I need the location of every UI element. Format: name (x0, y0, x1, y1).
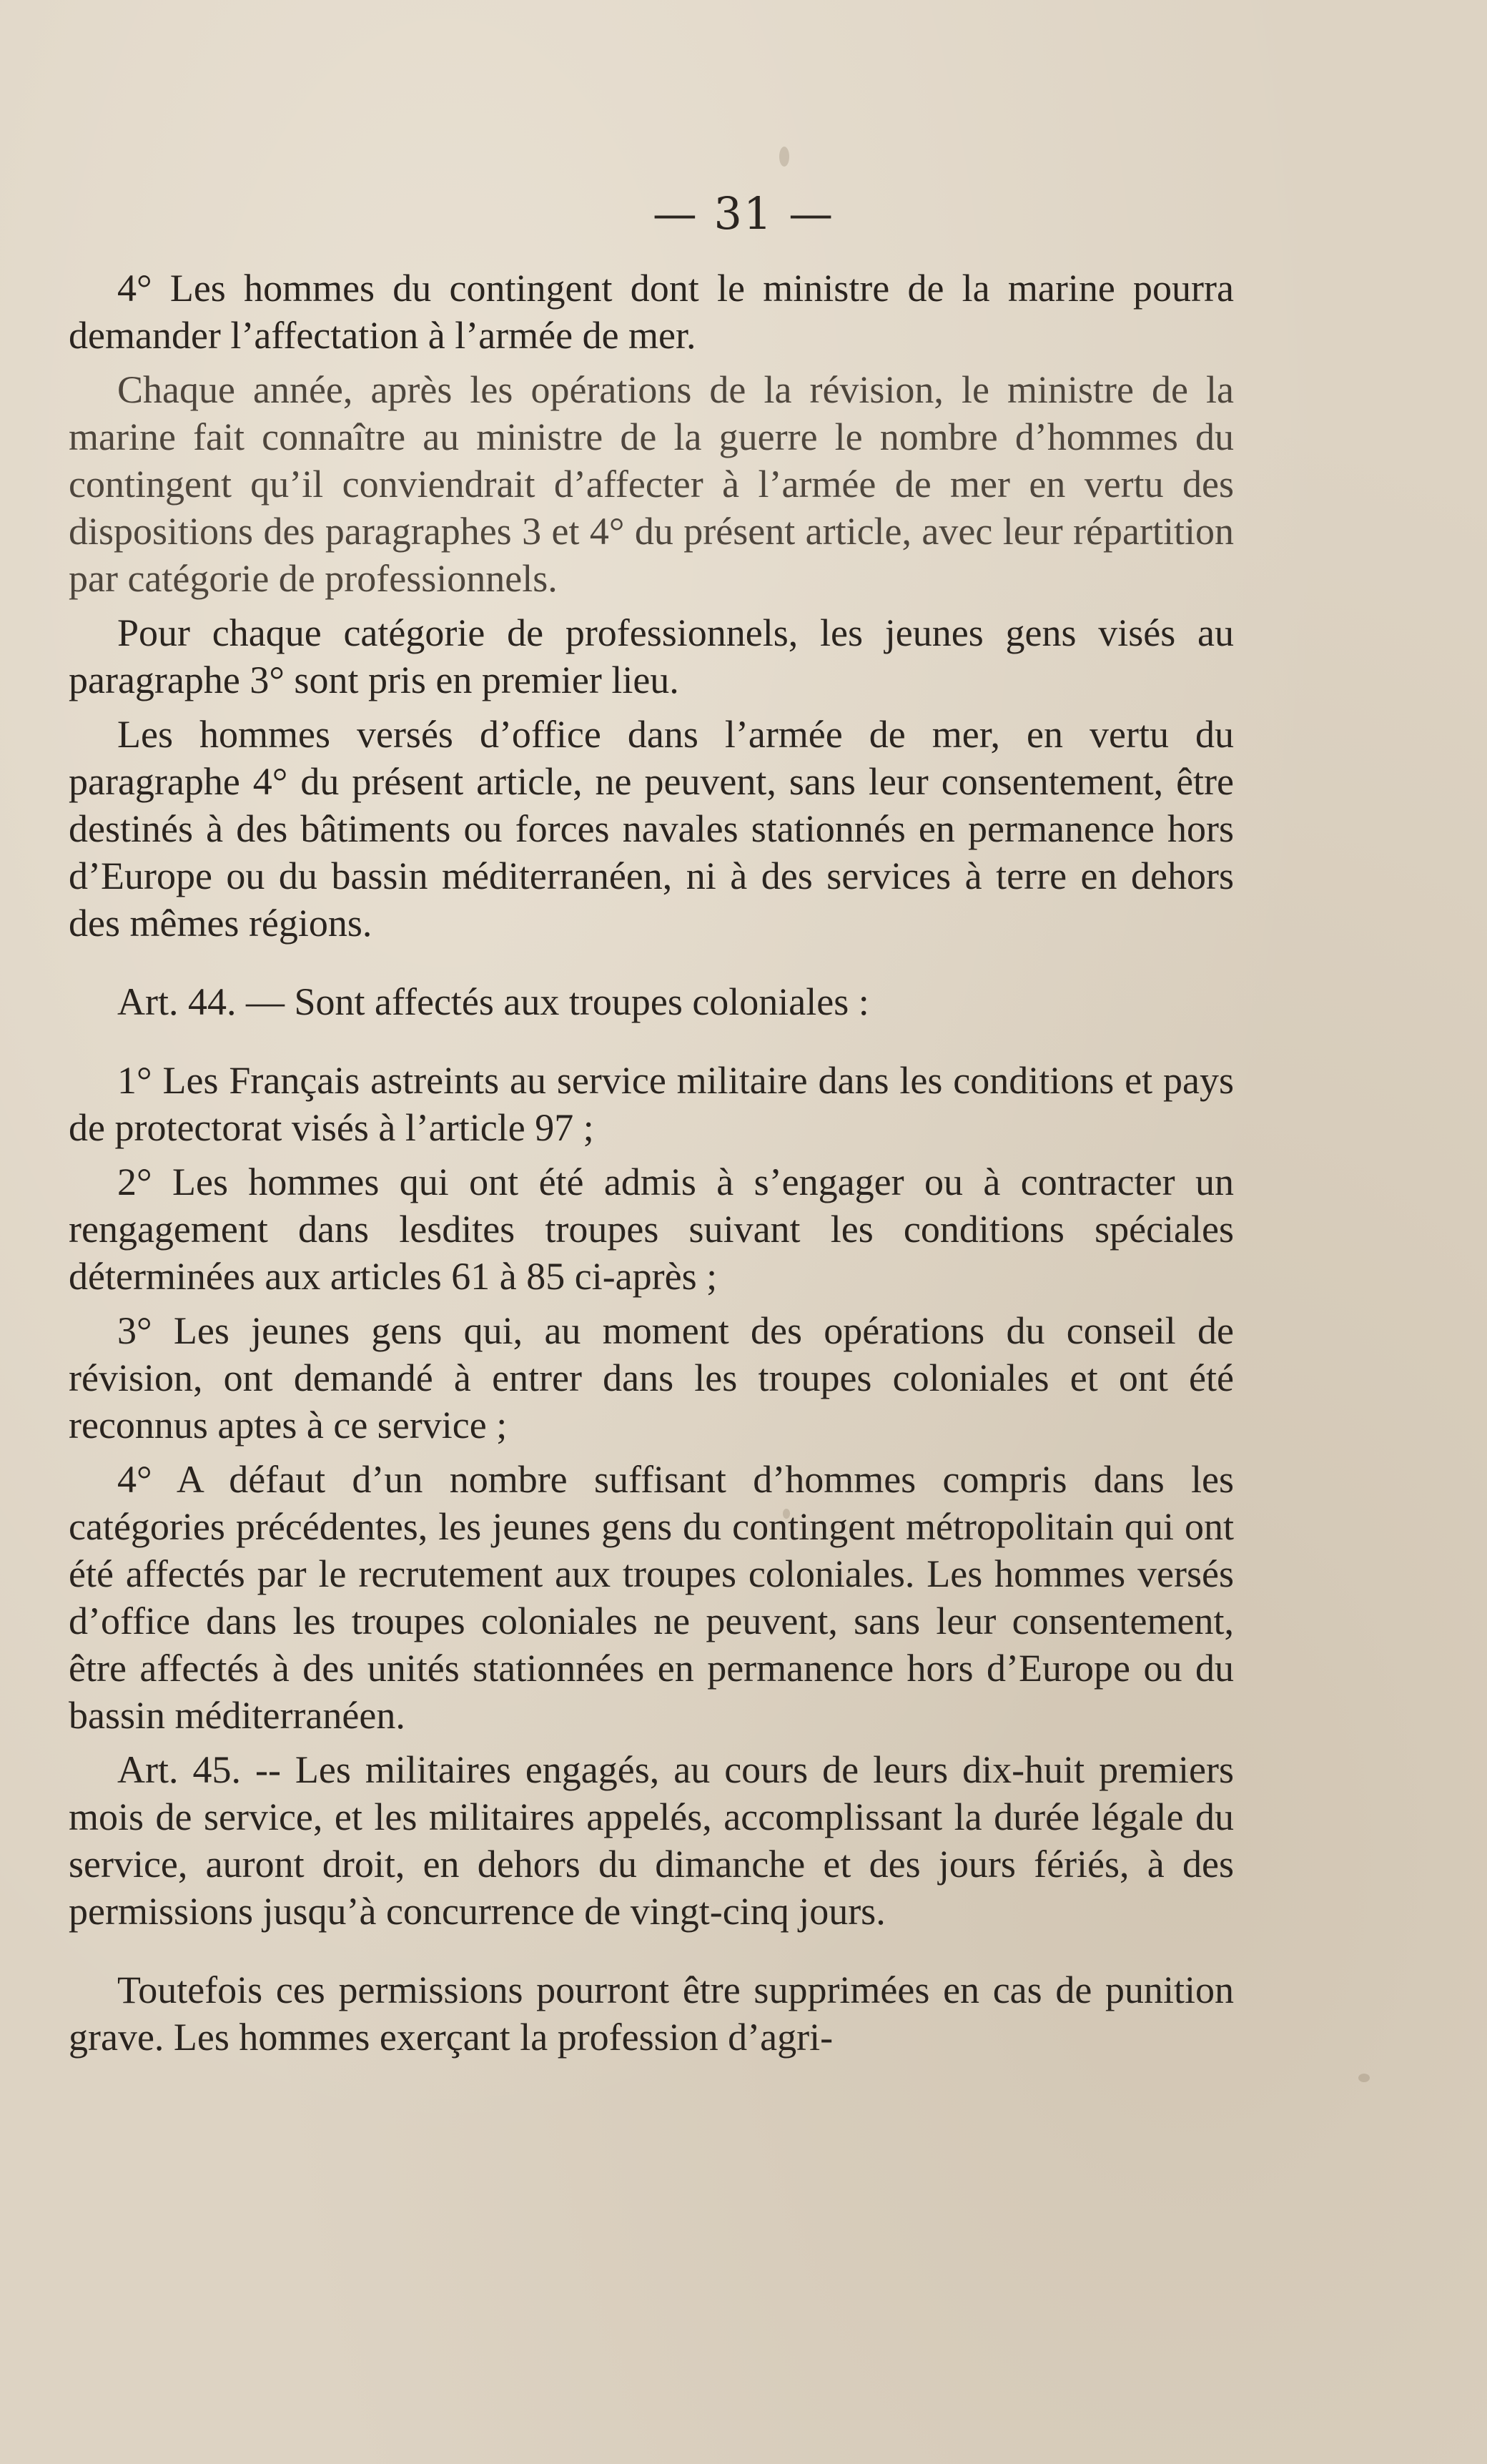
paragraph-item-4-navy: 4° Les hommes du contingent dont le ministre de la marine pourra demander l’affectation à l’armée de mer. (69, 267, 1234, 357)
article-45-paragraph: Art. 45. -- Les militaires engagés, au cours de leurs dix-huit premiers mois de service, et les militaires appelés, accomplissant la durée légale du service, auront droit, en dehors du dimanche et des jours fériés, à des permissions jusqu’à concurrence de vingt-cinq jours. (69, 1748, 1234, 1933)
paper-stain (779, 147, 789, 167)
page-number: — 31 — (652, 187, 835, 240)
article-44-item-3: 3° Les jeunes gens qui, au moment des opérations du conseil de révision, ont demandé à entrer dans les troupes coloniales et ont été reconnus aptes à ce service ; (69, 1309, 1234, 1447)
paragraph-annual-allocation: Chaque année, après les opérations de la révision, le ministre de la marine fait connaître au ministre de la guerre le nombre d’hommes du contingent qu’il conviendrait d’affecter à l’armée de mer en vertu des dispositions des paragraphes 3 et 4° du présent article, avec leur répartition par catégorie de professionnels. (69, 368, 1234, 600)
article-45-continuation: Toutefois ces permissions pourront être supprimées en cas de punition grave. Les hommes exerçant la profession d’agri- (69, 1968, 1234, 2059)
article-44-item-4: 4° A défaut d’un nombre suffisant d’hommes compris dans les catégories précédentes, les jeunes gens du contingent métropolitain qui ont été affectés par le recrutement aux troupes coloniales. Les hommes versés d’office dans les troupes coloniales ne peuvent, sans leur consentement, être affectés à des unités stationnées en permanence hors d’Europe ou du bassin méditerranéen. (69, 1458, 1234, 1737)
page-body (69, 265, 1234, 2068)
paragraph-professional-categories: Pour chaque catégorie de professionnels, les jeunes gens visés au paragraphe 3° sont pris en premier lieu. (69, 611, 1234, 701)
paragraph-navy-assignment-restriction: Les hommes versés d’office dans l’armée de mer, en vertu du paragraphe 4° du présent article, ne peuvent, sans leur consentement, être destinés à des bâtiments ou forces navales stationnés en permanence hors d’Europe ou du bassin méditerranéen, ni à des services à terre en dehors des mêmes régions. (69, 713, 1234, 945)
article-44-item-2: 2° Les hommes qui ont été admis à s’engager ou à contracter un rengagement dans lesdites troupes suivant les conditions spéciales déterminées aux articles 61 à 85 ci-après ; (69, 1160, 1234, 1298)
paper-stain (1358, 2074, 1370, 2082)
article-44-heading: Art. 44. — Sont affectés aux troupes coloniales : (117, 980, 869, 1023)
article-44-item-1: 1° Les Français astreints au service militaire dans les conditions et pays de protectorat visés à l’article 97 ; (69, 1059, 1234, 1149)
